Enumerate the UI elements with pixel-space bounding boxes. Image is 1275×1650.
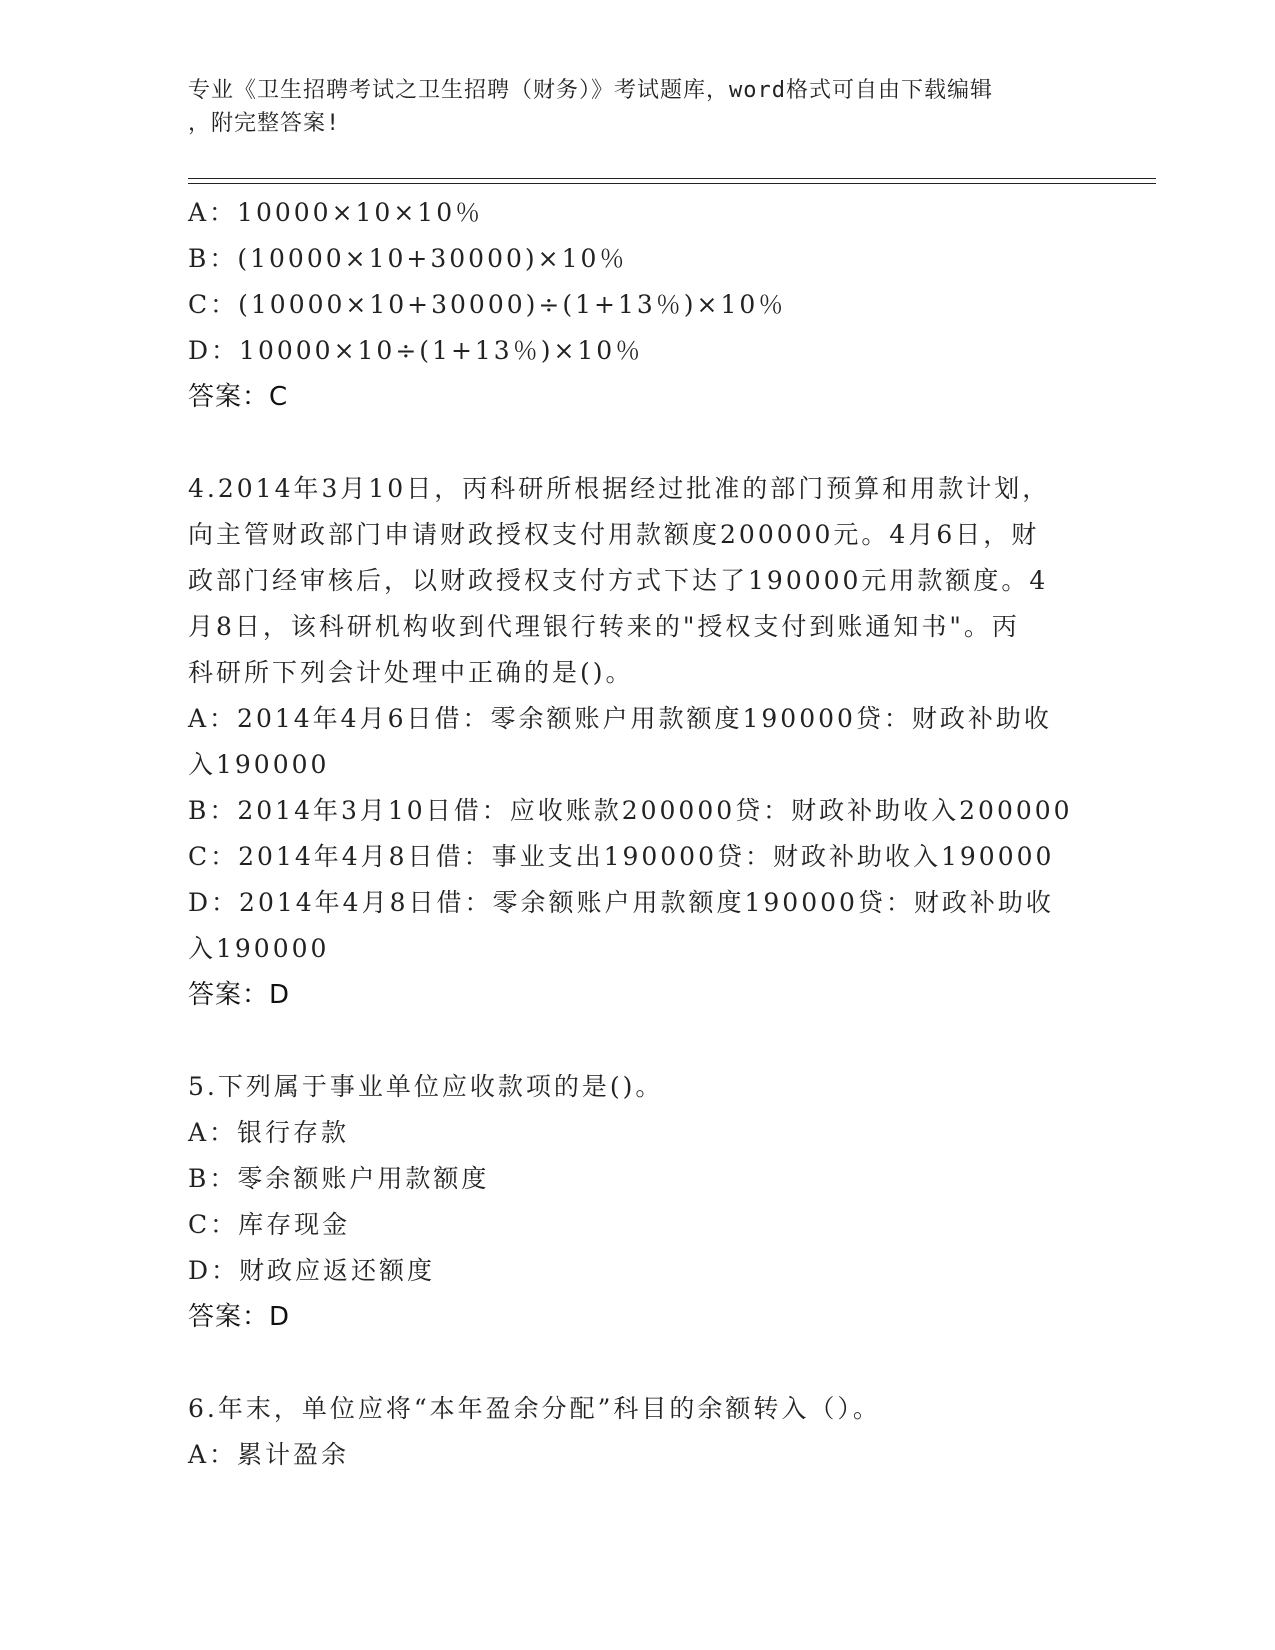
question-4 bbox=[188, 466, 1088, 1018]
question-stem: 6.年末，单位应将“本年盈余分配”科目的余额转入（）。 bbox=[188, 1394, 881, 1423]
header-line-1: 专业《卫生招聘考试之卫生招聘（财务）》考试题库，word格式可自由下载编辑 bbox=[188, 78, 993, 103]
question-3 bbox=[188, 190, 1088, 420]
option-d: D：2014年4月8日借：零余额账户用款额度190000贷：财政补助收 bbox=[188, 888, 1054, 917]
question-6 bbox=[188, 1386, 1088, 1478]
option-a: A：2014年4月6日借：零余额账户用款额度190000贷：财政补助收 bbox=[188, 704, 1052, 733]
spacer bbox=[188, 1340, 1088, 1386]
option-a-continued: 入190000 bbox=[188, 750, 330, 779]
answer: 答案：D bbox=[188, 1302, 291, 1332]
option-d-continued: 入190000 bbox=[188, 934, 330, 963]
option-b: B：(10000×10+30000)×10％ bbox=[188, 244, 628, 273]
spacer bbox=[188, 1018, 1088, 1064]
option-a: A：10000×10×10％ bbox=[188, 198, 484, 227]
option-d: D：财政应返还额度 bbox=[188, 1256, 436, 1285]
document-header bbox=[188, 74, 1078, 140]
option-b: B：2014年3月10日借：应收账款200000贷：财政补助收入200000 bbox=[188, 796, 1073, 825]
question-stem-line: 月8日，该科研机构收到代理银行转来的"授权支付到账通知书"。丙 bbox=[188, 612, 1020, 641]
header-divider-bottom bbox=[188, 183, 1156, 184]
option-a: A：银行存款 bbox=[188, 1118, 350, 1147]
answer: 答案：D bbox=[188, 980, 291, 1010]
question-stem-line: 科研所下列会计处理中正确的是()。 bbox=[188, 658, 634, 687]
question-stem-line: 向主管财政部门申请财政授权支付用款额度200000元。4月6日，财 bbox=[188, 520, 1040, 549]
question-stem-line: 4.2014年3月10日，丙科研所根据经过批准的部门预算和用款计划， bbox=[188, 474, 1051, 503]
option-c: C：2014年4月8日借：事业支出190000贷：财政补助收入190000 bbox=[188, 842, 1055, 871]
question-5 bbox=[188, 1064, 1088, 1340]
option-b: B：零余额账户用款额度 bbox=[188, 1164, 490, 1193]
answer: 答案：C bbox=[188, 382, 289, 412]
question-list bbox=[188, 190, 1088, 1478]
question-stem: 5.下列属于事业单位应收款项的是()。 bbox=[188, 1072, 664, 1101]
spacer bbox=[188, 420, 1088, 466]
option-d: D：10000×10÷(1+13％)×10％ bbox=[188, 336, 644, 365]
option-a: A：累计盈余 bbox=[188, 1440, 350, 1469]
option-c: C：(10000×10+30000)÷(1+13％)×10％ bbox=[188, 290, 787, 319]
header-line-2: ，附完整答案! bbox=[188, 111, 341, 136]
option-c: C：库存现金 bbox=[188, 1210, 351, 1239]
question-stem-line: 政部门经审核后，以财政授权支付方式下达了190000元用款额度。4 bbox=[188, 566, 1049, 595]
header-divider-top bbox=[188, 178, 1156, 179]
